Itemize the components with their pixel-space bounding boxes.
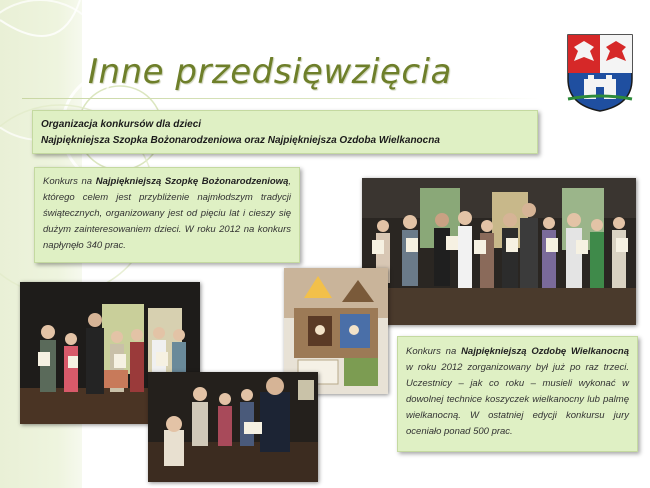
- box1-pre: Konkurs na: [43, 176, 96, 187]
- box2-pre: Konkurs na: [406, 346, 462, 357]
- nativity-contest-description: [34, 167, 300, 263]
- title-divider: [22, 98, 540, 99]
- coat-of-arms-icon: [566, 33, 634, 113]
- box2-bold: Najpiękniejszą Ozdobę Wielkanocną: [461, 346, 629, 357]
- header-line-2: Najpiękniejsza Szopka Bożonarodzeniowa oraz Najpiękniejsza Ozdoba Wielkanocna: [41, 135, 440, 146]
- box1-bold: Najpiękniejszą Szopkę Bożonarodzeniową: [95, 176, 289, 187]
- photo-group-winners-image: [362, 178, 636, 325]
- photo-group-winners: [362, 178, 636, 325]
- easter-contest-description: [397, 336, 638, 452]
- box2-post: w roku 2012 zorganizowany był już po raz trzeci. Uczestnicy – jak co roku – musieli wykonać w dowolnej technice koszyczek wielkanocny lub palmę wielkanocną. W ostatniej edycji konkursu jury oceniało ponad 500 prac.: [406, 362, 629, 437]
- header-box: [32, 110, 538, 154]
- photo-ceremony-closeup: [148, 372, 318, 482]
- header-line-1: Organizacja konkursów dla dzieci: [41, 119, 202, 130]
- page-title: Inne przedsięwzięcia: [88, 52, 452, 92]
- photo-ceremony-closeup-image: [148, 372, 318, 482]
- box1-post: , którego celem jest przybliżenie najmłodszym tradycji świątecznych, organizowany jest od pięciu lat i cieszy się dużym zainteresowaniem dzieci. W roku 2012 na konkurs napłynęło 340 prac.: [43, 176, 292, 251]
